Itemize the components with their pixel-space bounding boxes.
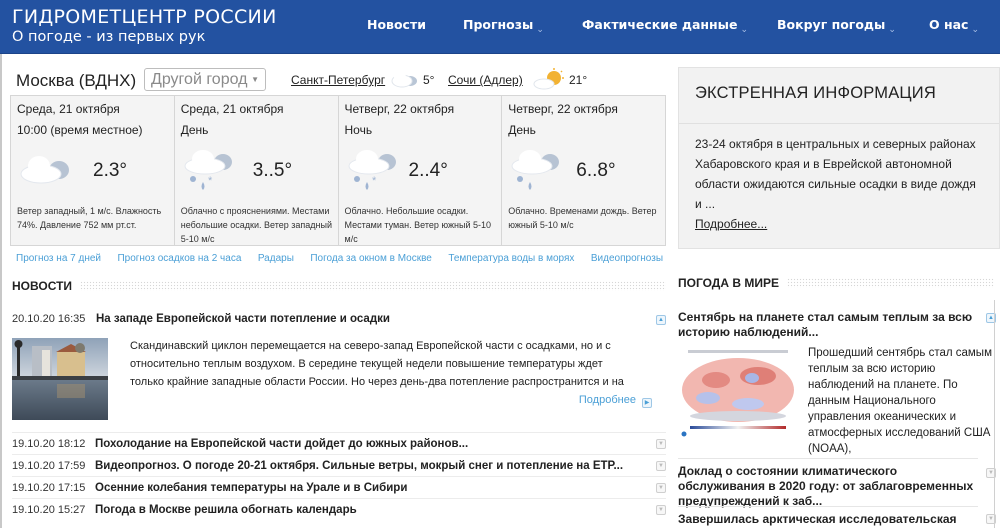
forecast-cell (11, 96, 175, 245)
arrow-right-icon: ▶ (642, 398, 652, 408)
news-time: 20.10.20 16:35 (12, 313, 86, 325)
forecast-table (10, 95, 666, 246)
dropdown-arrow-icon: ▼ (251, 75, 259, 84)
expand-icon[interactable]: ▼ (656, 439, 666, 449)
news-list-item[interactable] (12, 498, 666, 520)
forecast-period: Ночь (344, 123, 373, 137)
cloudy-icon (388, 68, 422, 90)
city-select[interactable] (144, 68, 266, 91)
forecast-description: Облачно. Небольшие осадки. Местами туман. Ветер южный 5-10 м/с (344, 206, 492, 244)
news-photo[interactable] (12, 338, 108, 420)
site-header (0, 0, 1000, 54)
nav-item-about[interactable] (929, 17, 980, 35)
quick-links (16, 248, 675, 262)
news-summary: Скандинавский циклон перемещается на северо-запад Европейской части с осадками, но и с относительно теплым воздухом. В середине текущей недели повышение температуры ждет только крайние западные области России. Но через день-два потепление распространится и на (130, 340, 624, 388)
current-city: Москва (ВДНХ) (16, 71, 137, 90)
world-section-heading (678, 276, 994, 290)
forecast-period: 10:00 (время местное) (17, 123, 143, 137)
world-heading: ПОГОДА В МИРЕ (678, 276, 779, 290)
world-news-title-link[interactable]: Завершилась арктическая исследовательская (678, 512, 957, 526)
city-link-sochi[interactable]: Сочи (Адлер) (448, 73, 523, 87)
nav-label: Вокруг погоды (777, 17, 886, 32)
expand-icon[interactable]: ▼ (986, 468, 996, 478)
news-heading: НОВОСТИ (12, 279, 73, 293)
dotted-divider (80, 281, 666, 291)
cloud-rain-snow-icon (181, 148, 239, 194)
chevron-down-icon: ⌄ (971, 25, 980, 35)
world-news-summary: Прошедший сентябрь стал самым теплым за всю историю наблюдений на планете. По данным Национального управления океанических и атмосферных исследований США (NOAA), (808, 347, 992, 455)
news-title-link[interactable]: Осенние колебания температуры на Урале и в Сибири (95, 481, 408, 494)
forecast-date: Четверг, 22 октября (508, 102, 618, 116)
link-sea-water-temp[interactable]: Температура воды в морях (448, 253, 575, 264)
forecast-temp: 2..4° (408, 160, 448, 181)
read-more-link[interactable] (579, 394, 652, 407)
link-weather-outside-moscow[interactable]: Погода за окном в Москве (310, 253, 432, 264)
forecast-description: Ветер западный, 1 м/с. Влажность 74%. Давление 752 мм рт.ст. (17, 206, 162, 230)
emergency-title: ЭКСТРЕННАЯ ИНФОРМАЦИЯ (695, 84, 936, 102)
news-title-link[interactable]: Погода в Москве решила обогнать календарь (95, 503, 357, 516)
news-list-item[interactable] (12, 432, 666, 454)
city-select-placeholder: Другой город (151, 71, 248, 88)
featured-news (12, 310, 666, 406)
forecast-date: Четверг, 22 октября (344, 102, 455, 116)
emergency-more-link[interactable]: Подробнее... (695, 217, 768, 231)
collapse-icon[interactable]: ▲ (656, 315, 666, 325)
nav-label: Новости (367, 17, 426, 32)
divider (679, 123, 999, 124)
expand-icon[interactable]: ▼ (656, 483, 666, 493)
forecast-date: Среда, 21 октября (17, 102, 120, 116)
news-title-link[interactable]: Похолодание на Европейской части дойдет до южных районов... (95, 437, 469, 450)
nav-label: Прогнозы (463, 17, 534, 32)
forecast-temp: 2.3° (93, 160, 128, 181)
forecast-period: День (508, 123, 536, 137)
emergency-panel (678, 67, 1000, 249)
news-list-item[interactable] (12, 454, 666, 476)
site-subtitle: О погоде - из первых рук (12, 29, 206, 45)
news-list-item[interactable] (12, 476, 666, 498)
partly-sunny-icon (533, 68, 567, 90)
cloud-rain-snow-icon (345, 148, 403, 194)
expand-icon[interactable]: ▼ (656, 461, 666, 471)
nav-label: О нас (929, 17, 969, 32)
world-news-item[interactable] (678, 458, 978, 509)
nav-item-actual-data[interactable] (582, 17, 748, 35)
link-7-day-forecast[interactable]: Прогноз на 7 дней (16, 253, 101, 264)
nav-item-around-weather[interactable] (777, 17, 896, 35)
nav-label: Фактические данные (582, 17, 738, 32)
world-news-item[interactable] (678, 506, 978, 527)
cloudy-icon (17, 148, 75, 194)
news-title-link[interactable]: На западе Европейской части потепление и осадки (96, 313, 390, 325)
forecast-description: Облачно с прояснениями. Местами небольшие осадки. Ветер западный 5-10 м/с (180, 206, 332, 244)
forecast-period: День (180, 123, 209, 137)
expand-icon[interactable]: ▼ (986, 514, 996, 524)
world-news-title-link[interactable]: Доклад о состоянии климатического обслуживания в 2020 году: от заблаговременных предупреждений к заб... (678, 464, 974, 508)
forecast-temp: 6..8° (576, 160, 616, 181)
world-temperature-map[interactable] (678, 348, 798, 440)
chevron-down-icon: ⌄ (740, 25, 748, 35)
link-video-forecasts[interactable]: Видеопрогнозы (590, 253, 664, 264)
news-time: 19.10.20 17:59 (12, 459, 86, 472)
news-list (12, 432, 666, 520)
forecast-cell (175, 96, 339, 245)
forecast-temp: 3..5° (252, 160, 293, 181)
svg-text:*: * (371, 175, 376, 187)
forecast-cell (502, 96, 665, 245)
sochi-temp: 21° (569, 73, 588, 87)
city-bar (16, 68, 666, 92)
link-radars[interactable]: Радары (257, 253, 294, 264)
emergency-text: 23-24 октября в центральных и северных районах Хабаровского края и в Еврейской автономной области ожидаются сильные осадки в виде дождя и ... (695, 137, 976, 211)
dotted-divider (787, 278, 994, 288)
emergency-body (695, 134, 985, 234)
collapse-icon[interactable]: ▲ (986, 313, 996, 323)
world-news-title-link[interactable]: Сентябрь на планете стал самым теплым за всю историю наблюдений... (678, 310, 973, 339)
news-section-heading (12, 279, 666, 293)
link-precipitation-2h[interactable]: Прогноз осадков на 2 часа (117, 253, 242, 264)
news-time: 19.10.20 15:27 (12, 503, 86, 516)
forecast-cell (339, 96, 503, 245)
nav-item-forecasts[interactable] (463, 17, 544, 35)
expand-icon[interactable]: ▼ (656, 505, 666, 515)
read-more-label: Подробнее (578, 394, 636, 406)
city-link-spb[interactable]: Санкт-Петербург (291, 73, 386, 87)
scroll-edge (994, 300, 995, 528)
news-time: 19.10.20 17:15 (12, 481, 86, 494)
forecast-date: Среда, 21 октября (180, 102, 284, 116)
news-time: 19.10.20 18:12 (12, 437, 86, 450)
news-title-link[interactable]: Видеопрогноз. О погоде 20-21 октября. Сильные ветры, мокрый снег и потепление на ЕТР... (95, 459, 624, 472)
spb-temp: 5° (423, 73, 435, 87)
page-border (0, 54, 2, 528)
forecast-description: Облачно. Временами дождь. Ветер южный 5-10 м/с (508, 206, 657, 230)
nav-item-news[interactable] (367, 17, 426, 32)
site-title: ГИДРОМЕТЦЕНТР РОССИИ (12, 6, 277, 28)
chevron-down-icon: ⌄ (536, 25, 544, 35)
chevron-down-icon: ⌄ (888, 25, 896, 35)
site-logo[interactable] (12, 6, 277, 46)
cloud-rain-icon (508, 148, 566, 194)
svg-text:*: * (207, 175, 213, 187)
